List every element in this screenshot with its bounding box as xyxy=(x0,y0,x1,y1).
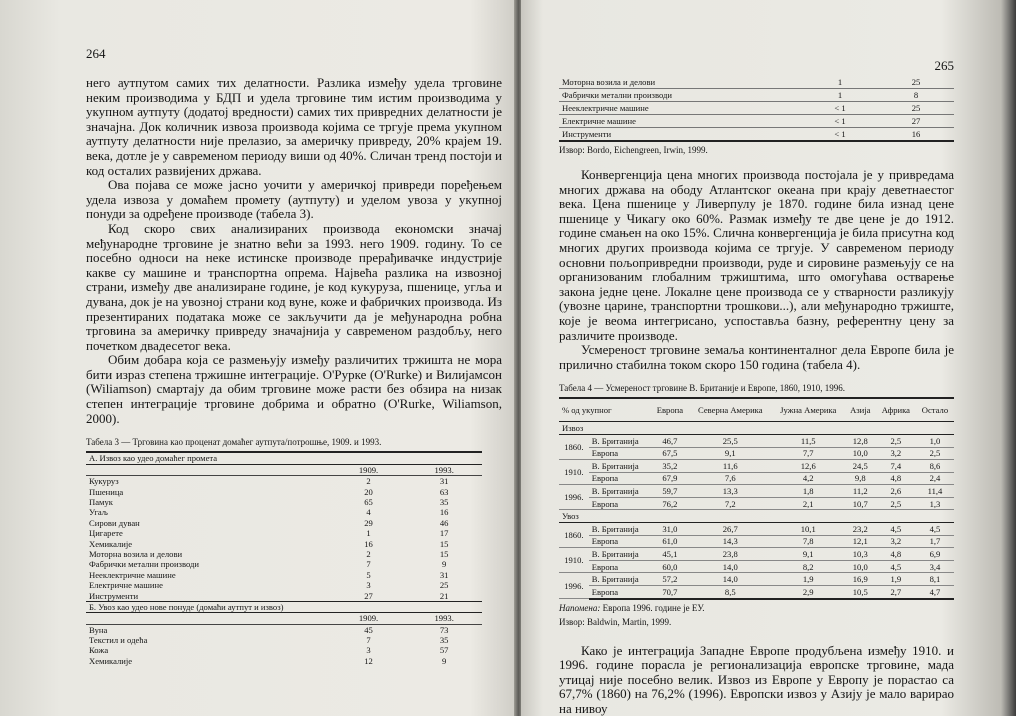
column-header: Северна Америка xyxy=(689,398,772,422)
value-cell: 2,4 xyxy=(916,472,954,485)
column-header: Остало xyxy=(916,398,954,422)
table-row xyxy=(86,497,482,507)
table-row xyxy=(86,507,482,517)
value-1993: 35 xyxy=(439,497,449,507)
value-cell: 11,2 xyxy=(845,485,876,498)
year-header: 1909. xyxy=(331,464,407,475)
year-cell: 1996. xyxy=(559,573,589,599)
value-cell: 2,9 xyxy=(772,586,845,599)
value-cell: 23,2 xyxy=(845,523,876,536)
value-cell: 4,5 xyxy=(876,560,916,573)
table-row xyxy=(86,486,482,496)
table-row xyxy=(86,538,482,548)
empty-cell xyxy=(86,613,331,624)
value-cell: 4,5 xyxy=(916,523,954,536)
table-3-continued xyxy=(559,76,954,142)
table-row xyxy=(559,586,954,599)
value-cell: 2,5 xyxy=(916,447,954,460)
row-label: Кожа xyxy=(89,645,109,656)
value-cell: 8,5 xyxy=(689,586,772,599)
value-1909: 16 xyxy=(364,538,373,549)
value-cell: 24,5 xyxy=(845,460,876,473)
value-cell: 3,2 xyxy=(876,535,916,548)
table-row xyxy=(86,476,482,487)
value-cell: 4,8 xyxy=(876,548,916,561)
value-cell: 10,3 xyxy=(845,548,876,561)
value-cell: 11,4 xyxy=(916,485,954,498)
value-1993: 25 xyxy=(878,76,954,89)
paragraph: Како је интеграција Западне Европе продубљена између 1910. и 1996. године порасла је регионализација европске трговине, мада утицај није посебно велик. Извоз из Европе у Европу је порастао са 67,7% (1860) на 76,2% (1996). Европски извоз у Азију је мало варирао на нивоу xyxy=(559,642,954,716)
row-label: Сирови дуван xyxy=(89,517,140,528)
country-cell: Европа xyxy=(589,535,651,548)
row-label: Хемикалије xyxy=(89,538,133,549)
table-4-source: Извор: Baldwin, Martin, 1999. xyxy=(559,616,672,627)
empty-cell xyxy=(86,464,331,475)
column-header: Африка xyxy=(876,398,916,422)
table-row xyxy=(559,89,954,102)
value-cell: 9,1 xyxy=(772,548,845,561)
value-1909: 5 xyxy=(366,569,371,580)
country-cell: В. Британија xyxy=(589,434,651,447)
row-label: Текстил и одећа xyxy=(89,635,148,646)
value-cell: 10,1 xyxy=(772,523,845,536)
value-cell: 3,2 xyxy=(876,447,916,460)
value-1993: 57 xyxy=(439,645,449,656)
value-cell: 7,4 xyxy=(876,460,916,473)
value-cell: 7,2 xyxy=(689,497,772,510)
page-number-right: 265 xyxy=(934,58,954,73)
value-cell: 10,0 xyxy=(845,560,876,573)
value-cell: 70,7 xyxy=(651,586,689,599)
value-1993: 16 xyxy=(439,507,449,518)
value-1909: 29 xyxy=(364,517,373,528)
table-row xyxy=(559,460,954,473)
year-header: 1993. xyxy=(406,613,482,624)
value-1993: 25 xyxy=(439,580,449,591)
table-3-source: Извор: Bordo, Eichengreen, Irwin, 1999. xyxy=(559,145,708,155)
value-1993: 21 xyxy=(439,590,449,601)
value-1909: 2 xyxy=(366,476,371,487)
row-label: Фабрички метални производи xyxy=(89,559,199,570)
value-cell: 12,6 xyxy=(772,460,845,473)
row-label: Цигарете xyxy=(89,528,123,539)
value-cell: 14,0 xyxy=(689,573,772,586)
value-1993: 46 xyxy=(439,517,449,528)
value-1909: < 1 xyxy=(802,102,878,115)
value-1909: 65 xyxy=(364,497,373,507)
value-cell: 2,6 xyxy=(876,485,916,498)
table-row xyxy=(559,497,954,510)
table-4 xyxy=(559,397,954,599)
value-cell: 76,2 xyxy=(651,497,689,510)
table-row xyxy=(86,549,482,559)
country-cell: В. Британија xyxy=(589,548,651,561)
table-row xyxy=(86,528,482,538)
value-cell: 45,1 xyxy=(651,548,689,561)
value-1909: 12 xyxy=(364,655,373,666)
table-row xyxy=(559,102,954,115)
table-row xyxy=(559,523,954,536)
year-header: 1993. xyxy=(406,464,482,475)
value-1909: 7 xyxy=(366,635,371,646)
note-text: Европа 1996. године је ЕУ. xyxy=(600,602,705,613)
value-cell: 61,0 xyxy=(651,535,689,548)
value-1993: 17 xyxy=(439,528,449,539)
value-cell: 7,8 xyxy=(772,535,845,548)
paragraph: Код скоро свих анализираних производа економски значај међународне трговине је знатно већи за 1993. него 1909. годину. То се посебно односи на неке истинске производе прерађивачке индустрије какве су машине и транспортна опрема. Највећа разлика на извозној страни, између две анализиране године, је код кукуруза, пшенице, угља и дувана, док је на увозној страни код вуне, коже и фабричких производа. Из презентираних података може се закључити да је међународна робна трговина за америчку привреду значајнија у савременом раздобљу, него почетком двадесетог века. xyxy=(86,220,502,353)
value-1993: 9 xyxy=(442,559,447,570)
column-header: Европа xyxy=(651,398,689,422)
paragraph: Ова појава се може јасно уочити у америчкој привреди поређењем удела извоза у домаћем промету (аутпуту) и уделом увоза у укупној понуди за одређене производе (табела 3). xyxy=(86,177,502,222)
note-label: Напомена: xyxy=(559,602,601,613)
value-1909: 3 xyxy=(366,580,371,591)
value-1909: < 1 xyxy=(802,115,878,128)
table-row xyxy=(86,645,482,655)
section-label: Извоз xyxy=(559,422,954,435)
table-row xyxy=(86,518,482,528)
table-row xyxy=(86,590,482,601)
value-1909: 7 xyxy=(366,559,371,570)
table-row xyxy=(86,570,482,580)
value-1993: 63 xyxy=(439,486,449,497)
value-cell: 10,5 xyxy=(845,586,876,599)
value-cell: 7,6 xyxy=(689,472,772,485)
value-cell: 13,3 xyxy=(689,485,772,498)
year-cell: 1996. xyxy=(559,485,589,510)
value-cell: 25,5 xyxy=(689,434,772,447)
value-cell: 59,7 xyxy=(651,485,689,498)
row-label: Нееклектричне машине xyxy=(559,102,802,115)
table-row xyxy=(559,434,954,447)
row-label: Моторна возила и делови xyxy=(559,76,802,89)
value-1909: < 1 xyxy=(802,128,878,142)
value-cell: 10,7 xyxy=(845,497,876,510)
table-row xyxy=(559,76,954,89)
value-1993: 16 xyxy=(878,128,954,142)
value-cell: 4,7 xyxy=(916,586,954,599)
value-cell: 9,1 xyxy=(689,447,772,460)
value-cell: 1,0 xyxy=(916,434,954,447)
row-label: Памук xyxy=(89,497,113,507)
value-cell: 2,1 xyxy=(772,497,845,510)
value-cell: 67,5 xyxy=(651,447,689,460)
table-row xyxy=(559,560,954,573)
country-cell: В. Британија xyxy=(589,573,651,586)
table-row xyxy=(559,548,954,561)
value-cell: 60,0 xyxy=(651,560,689,573)
country-cell: В. Британија xyxy=(589,523,651,536)
paragraph: него аутпутом самих тих делатности. Разлика између удела трговине неким производима у БДП и удела трговине тим истим производима у укупном аутпуту (додатој вредности) самих тих привредних делатности је значајна. Док количник извоза производа којима се тргује према укупном аутпуту делатности није прелазио, за америчку привреду, 20% крајем 19. века, дотле је у савременом периоду виши од 40%. Сличан тренд постоји и код осталих развијених држава. xyxy=(86,75,502,178)
value-cell: 8,2 xyxy=(772,560,845,573)
value-cell: 4,8 xyxy=(876,472,916,485)
value-1993: 73 xyxy=(439,624,449,635)
year-cell: 1910. xyxy=(559,548,589,573)
row-label: Инструменти xyxy=(89,590,139,601)
value-cell: 1,8 xyxy=(772,485,845,498)
value-cell: 6,9 xyxy=(916,548,954,561)
value-cell: 1,7 xyxy=(916,535,954,548)
country-cell: В. Британија xyxy=(589,460,651,473)
section-label: Б. Увоз као удео нове понуде (домаћи аутпут и извоз) xyxy=(86,601,482,612)
value-cell: 2,5 xyxy=(876,434,916,447)
row-label: Нееклектричне машине xyxy=(89,569,176,580)
year-cell: 1860. xyxy=(559,523,589,548)
year-header: 1909. xyxy=(331,613,407,624)
row-label: Инструменти xyxy=(559,128,802,142)
table-row xyxy=(559,472,954,485)
value-cell: 4,2 xyxy=(772,472,845,485)
row-label: Електричне машине xyxy=(559,115,802,128)
value-1909: 20 xyxy=(364,486,373,497)
value-1993: 25 xyxy=(878,102,954,115)
value-1993: 8 xyxy=(878,89,954,102)
value-1909: 27 xyxy=(364,590,373,601)
value-cell: 26,7 xyxy=(689,523,772,536)
table-row xyxy=(86,624,482,635)
value-cell: 11,6 xyxy=(689,460,772,473)
row-label: Кукуруз xyxy=(89,476,119,487)
row-label: Угаљ xyxy=(89,507,108,518)
table-row xyxy=(86,656,482,666)
value-cell: 46,7 xyxy=(651,434,689,447)
column-header: % од укупног xyxy=(559,398,651,422)
value-cell: 2,5 xyxy=(876,497,916,510)
value-cell: 1,3 xyxy=(916,497,954,510)
table-row xyxy=(559,485,954,498)
page-number-left: 264 xyxy=(86,46,106,61)
table-4-note xyxy=(559,603,954,614)
value-cell: 8,6 xyxy=(916,460,954,473)
row-label: Пшеница xyxy=(89,486,124,497)
year-cell: 1860. xyxy=(559,434,589,459)
table-3-caption: Табела 3 — Трговина као проценат домаћег аутпута/потрошње, 1909. и 1993. xyxy=(86,437,382,448)
column-header: Азија xyxy=(845,398,876,422)
value-cell: 1,9 xyxy=(876,573,916,586)
value-cell: 1,9 xyxy=(772,573,845,586)
country-cell: В. Британија xyxy=(589,485,651,498)
value-cell: 4,5 xyxy=(876,523,916,536)
table-3 xyxy=(86,451,482,666)
table-row xyxy=(559,115,954,128)
value-1993: 31 xyxy=(439,569,449,580)
value-cell: 35,2 xyxy=(651,460,689,473)
row-label: Моторна возила и делови xyxy=(89,548,183,559)
value-1993: 15 xyxy=(439,538,449,549)
value-cell: 14,3 xyxy=(689,535,772,548)
value-1909: 3 xyxy=(366,645,371,656)
table-header-row xyxy=(86,613,482,624)
table-row xyxy=(559,128,954,142)
year-cell: 1910. xyxy=(559,460,589,485)
value-1909: 1 xyxy=(366,528,371,539)
paragraph: Обим добара која се размењују између различитих тржишта не мора бити израз степена тржишне интеграције. О'Рурке (O'Rurke) и Вилијамсон (Wiliamson) смартају да обим трговине може расти без обзира на низак степен интеграције трговине добрима и обратно (O'Rurke, Wiliamson, 2000). xyxy=(86,352,502,426)
paragraph: Конвергенција цена многих производа постојала је у привредама многих држава на ободу Атлантског океана при крају деветнаестог века. Цена пшенице у Ливерпулу је 1870. године била изнад цене пшенице у Чикагу око 60%. Размак између те две цене је до 1912. године смањен на око 15%. Слична конвергенција је била присутна код многих других производа којима се тргује. У савременом периоду основни пољопривредни производи, руде и сировине размењују се на организованим глобалним тржиштима, што омогућава остварење закона једне цене. Локалне цене производа се у стварности разликују (увозне царине, транспортни трошкови...), али међународно тржиште, које је веома интегрисано, успоставља базну, референтну цену за различите производе. xyxy=(559,167,954,343)
table-row xyxy=(86,559,482,569)
value-cell: 12,1 xyxy=(845,535,876,548)
row-label: Електричне машине xyxy=(89,580,163,591)
section-label: А. Извоз као удео домаћег промета xyxy=(86,452,482,464)
section-label: Увоз xyxy=(559,510,954,523)
value-1993: 9 xyxy=(442,655,447,666)
value-cell: 14,0 xyxy=(689,560,772,573)
table-4-caption: Табела 4 — Усмереност трговине В. Британије и Европе, 1860, 1910, 1996. xyxy=(559,383,846,394)
value-1909: 45 xyxy=(364,624,373,635)
value-1993: 27 xyxy=(878,115,954,128)
value-cell: 3,4 xyxy=(916,560,954,573)
table-section-row xyxy=(86,601,482,612)
paragraph: Усмереност трговине земаља континенталног дела Европе била је прилично стабилна током скоро 150 година (табела 4). xyxy=(559,342,954,372)
country-cell: Европа xyxy=(589,586,651,599)
value-1993: 35 xyxy=(439,635,449,646)
value-1993: 15 xyxy=(439,548,449,559)
right-page xyxy=(521,0,1016,716)
row-label: Вуна xyxy=(89,624,108,635)
column-header: Јужна Америка xyxy=(772,398,845,422)
value-1993: 31 xyxy=(439,476,449,487)
value-cell: 10,0 xyxy=(845,447,876,460)
value-cell: 16,9 xyxy=(845,573,876,586)
table-section-row xyxy=(86,452,482,464)
table-header-row xyxy=(86,464,482,475)
table-row xyxy=(86,635,482,645)
value-1909: 2 xyxy=(366,548,371,559)
country-cell: Европа xyxy=(589,560,651,573)
row-label: Хемикалије xyxy=(89,655,133,666)
value-cell: 7,7 xyxy=(772,447,845,460)
country-cell: Европа xyxy=(589,497,651,510)
value-cell: 11,5 xyxy=(772,434,845,447)
value-1909: 4 xyxy=(366,507,371,518)
value-cell: 2,7 xyxy=(876,586,916,599)
table-row xyxy=(559,447,954,460)
value-cell: 8,1 xyxy=(916,573,954,586)
table-row xyxy=(86,580,482,590)
country-cell: Европа xyxy=(589,447,651,460)
value-cell: 67,9 xyxy=(651,472,689,485)
row-label: Фабрички метални производи xyxy=(559,89,802,102)
table-section-row xyxy=(559,422,954,435)
table-section-row xyxy=(559,510,954,523)
table-row xyxy=(559,573,954,586)
value-1909: 1 xyxy=(802,76,878,89)
value-cell: 31,0 xyxy=(651,523,689,536)
country-cell: Европа xyxy=(589,472,651,485)
value-cell: 57,2 xyxy=(651,573,689,586)
table-row xyxy=(559,535,954,548)
value-cell: 23,8 xyxy=(689,548,772,561)
table-header-row xyxy=(559,398,954,422)
value-cell: 9,8 xyxy=(845,472,876,485)
value-cell: 12,8 xyxy=(845,434,876,447)
value-1909: 1 xyxy=(802,89,878,102)
